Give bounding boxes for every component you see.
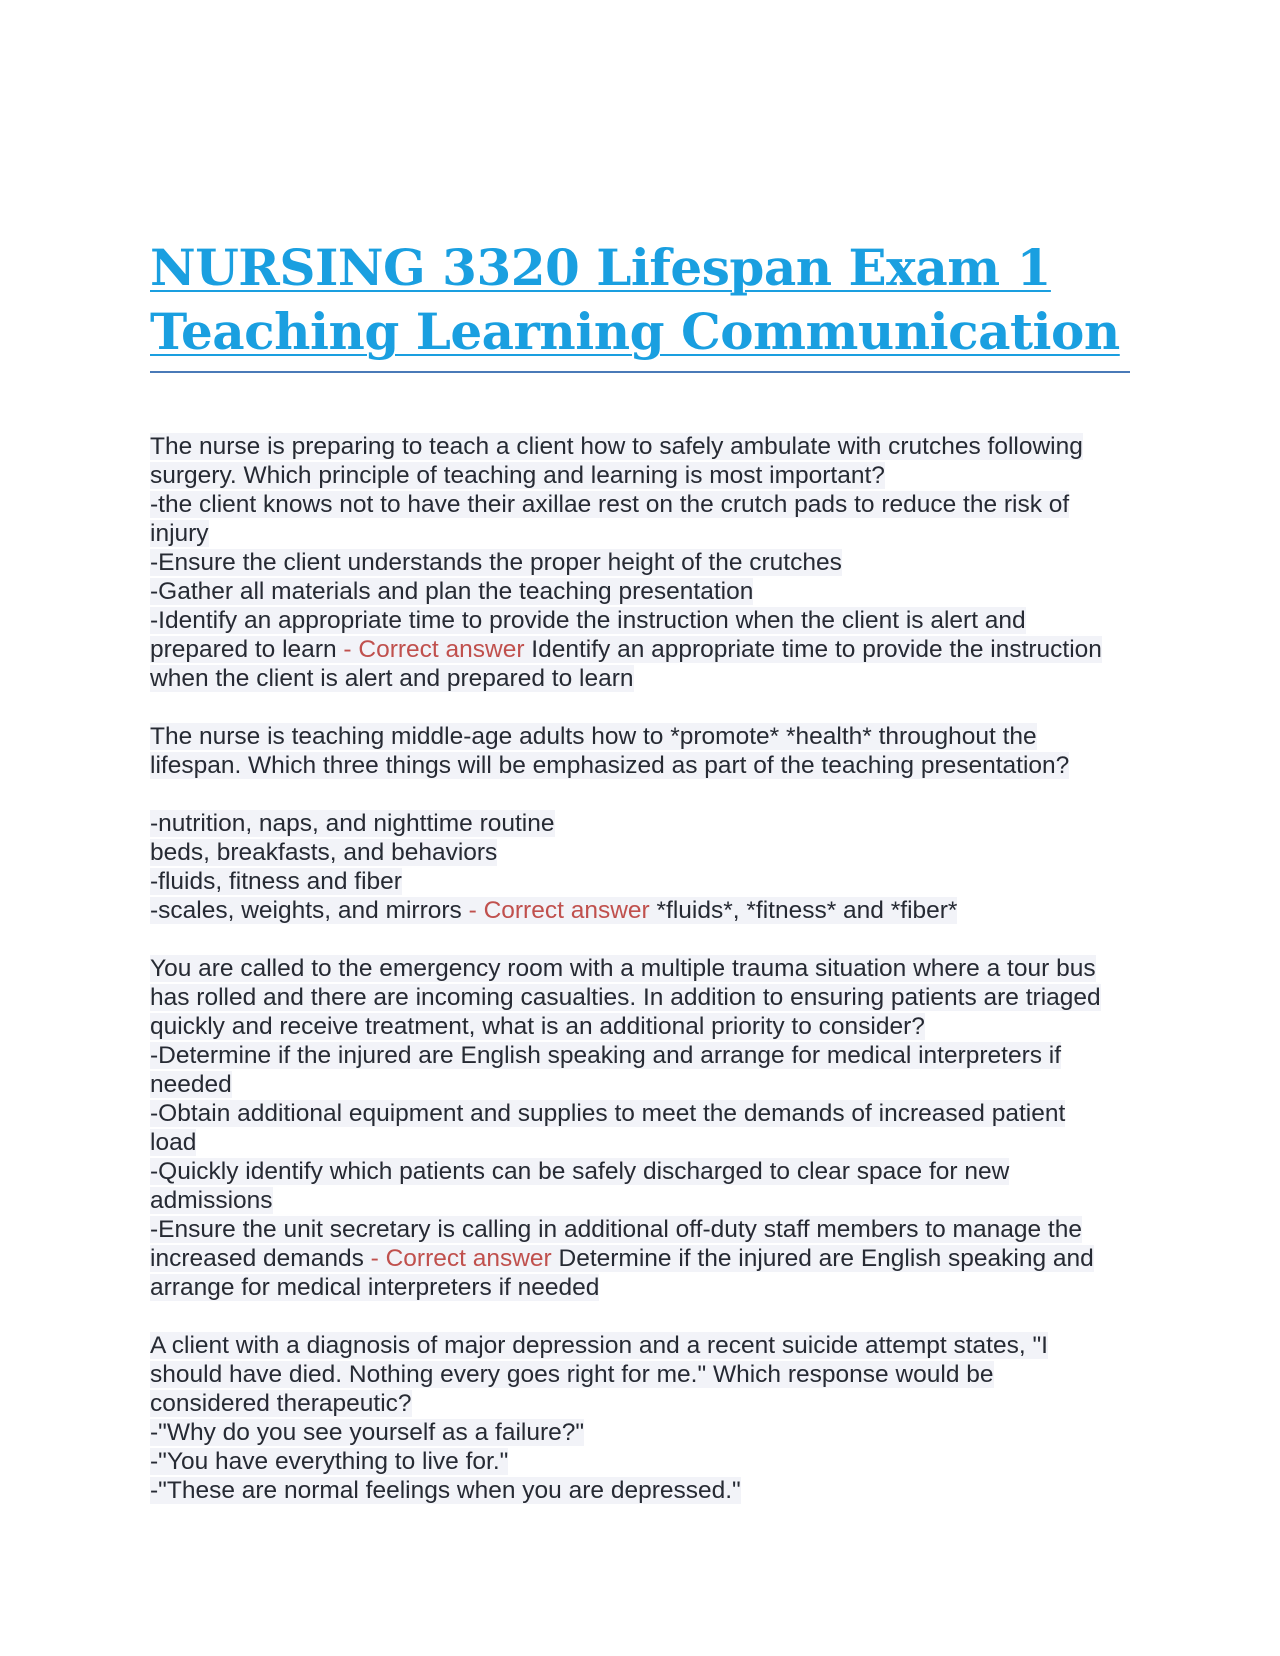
text-line: -fluids, fitness and fiber xyxy=(150,868,402,895)
text-line: admissions xyxy=(150,1187,273,1214)
text-line: should have died. Nothing every goes right for me." Which response would be xyxy=(150,1361,994,1388)
text-line: A client with a diagnosis of major depression and a recent suicide attempt states, "I xyxy=(150,1332,1048,1359)
answer-text: Determine if the injured are English speaking and xyxy=(551,1245,1094,1272)
text-line: -Determine if the injured are English speaking and arrange for medical interpreters if xyxy=(150,1042,1062,1069)
document-title-line: Teaching Learning Communication xyxy=(150,302,1120,361)
text-line: -Identify an appropriate time to provide the instruction when the client is alert and xyxy=(150,607,1026,634)
text-line: needed xyxy=(150,1071,232,1098)
text-line: -"You have everything to live for." xyxy=(150,1448,509,1475)
text-line: lifespan. Which three things will be emphasized as part of the teaching presentation? xyxy=(150,752,1070,779)
answer-text: *fluids*, *fitness* and *fiber* xyxy=(649,897,958,924)
text-line: -nutrition, naps, and nighttime routine xyxy=(150,810,555,837)
text-line: quickly and receive treatment, what is an additional priority to consider? xyxy=(150,1013,925,1040)
text-line: -Quickly identify which patients can be safely discharged to clear space for new xyxy=(150,1158,1010,1185)
text-line: -the client knows not to have their axillae rest on the crutch pads to reduce the risk of xyxy=(150,491,1070,518)
title-divider xyxy=(150,371,1130,373)
text-line: -Ensure the client understands the proper height of the crutches xyxy=(150,549,842,576)
answer-prefix: increased demands xyxy=(150,1245,371,1272)
text-line: beds, breakfasts, and behaviors xyxy=(150,839,498,866)
answer-line xyxy=(150,896,1130,925)
correct-answer-label: - Correct answer xyxy=(370,1245,552,1272)
text-line: -"Why do you see yourself as a failure?" xyxy=(150,1419,585,1446)
text-line: load xyxy=(150,1129,197,1156)
question-block xyxy=(150,1331,1130,1505)
text-line: surgery. Which principle of teaching and learning is most important? xyxy=(150,462,885,489)
text-line: has rolled and there are incoming casualties. In addition to ensuring patients are triaged xyxy=(150,984,1101,1011)
question-block xyxy=(150,954,1130,1302)
text-line: The nurse is preparing to teach a client how to safely ambulate with crutches following xyxy=(150,433,1083,460)
text-line: -Ensure the unit secretary is calling in additional off-duty staff members to manage the xyxy=(150,1216,1082,1243)
document-title-line: NURSING 3320 Lifespan Exam 1 xyxy=(150,238,1051,297)
question-block xyxy=(150,432,1130,693)
answer-line xyxy=(150,1244,1130,1273)
answer-text: Identify an appropriate time to provide the instruction xyxy=(524,636,1102,663)
text-line: -"These are normal feelings when you are depressed." xyxy=(150,1477,741,1504)
text-line: You are called to the emergency room with a multiple trauma situation where a tour bus xyxy=(150,955,1096,982)
correct-answer-label: - Correct answer xyxy=(343,636,525,663)
text-line: considered therapeutic? xyxy=(150,1390,412,1417)
correct-answer-label: - Correct answer xyxy=(468,897,650,924)
answer-prefix: prepared to learn xyxy=(150,636,344,663)
answer-prefix: -scales, weights, and mirrors xyxy=(150,897,469,924)
text-line: injury xyxy=(150,520,209,547)
question-block xyxy=(150,722,1130,925)
text-line: The nurse is teaching middle-age adults how to *promote* *health* throughout the xyxy=(150,723,1037,750)
document-body xyxy=(150,432,1130,1505)
text-line: -Obtain additional equipment and supplies to meet the demands of increased patient xyxy=(150,1100,1066,1127)
document-title xyxy=(150,236,1130,364)
answer-line: arrange for medical interpreters if needed xyxy=(150,1274,600,1301)
answer-line: when the client is alert and prepared to learn xyxy=(150,665,634,692)
text-line: -Gather all materials and plan the teaching presentation xyxy=(150,578,754,605)
answer-line xyxy=(150,635,1130,664)
